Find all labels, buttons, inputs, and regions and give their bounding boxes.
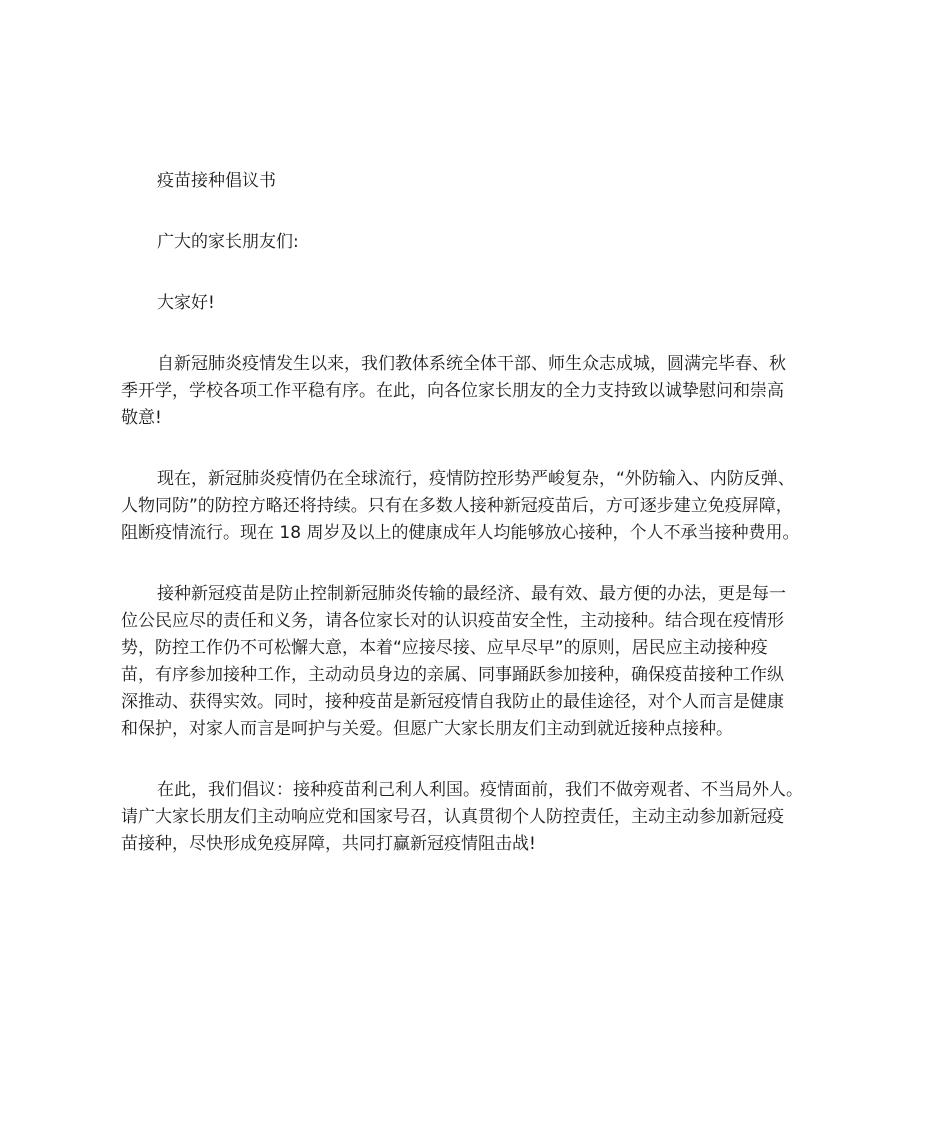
paragraph-line: 自新冠肺炎疫情发生以来，我们教体系统全体干部、师生众志成城，圆满完毕春、秋 [157, 354, 786, 374]
paragraph-line: 苗接种，尽快形成免疫屏障，共同打赢新冠疫情阻击战! [121, 834, 536, 854]
paragraph-line: 阻断疫情流行。现在 18 周岁及以上的健康成年人均能够放心接种，个人不承当接种费用。 [121, 523, 800, 543]
document-body [121, 168, 833, 892]
paragraph-1 [121, 351, 833, 432]
paragraph-line: 势，防控工作仍不可松懈大意，本着“应接尽接、应早尽早”的原则，居民应主动接种疫 [121, 638, 768, 658]
paragraph-line: 在此，我们倡议：接种疫苗利己利人利国。疫情面前，我们不做旁观者、不当局外人。 [157, 780, 803, 800]
paragraph-line: 接种新冠疫苗是防止控制新冠肺炎传输的最经济、最有效、最方便的办法，更是每一 [157, 584, 786, 604]
paragraph-line: 请广大家长朋友们主动响应党和国家号召，认真贯彻个人防控责任，主动主动参加新冠疫 [121, 807, 784, 827]
paragraph-line: 现在，新冠肺炎疫情仍在全球流行，疫情防控形势严峻复杂，“外防输入、内防反弹、 [157, 469, 795, 489]
salutation: 广大的家长朋友们: [157, 232, 299, 252]
paragraph-2 [121, 466, 833, 547]
paragraph-line: 敬意! [121, 408, 162, 428]
paragraph-line: 人物同防”的防控方略还将持续。只有在多数人接种新冠疫苗后，方可逐步建立免疫屏障， [121, 496, 793, 516]
paragraph-line: 和保护，对家人而言是呵护与关爱。但愿广大家长朋友们主动到就近接种点接种。 [121, 719, 733, 739]
paragraph-line: 季开学，学校各项工作平稳有序。在此，向各位家长朋友的全力支持致以诚挚慰问和崇高 [121, 381, 784, 401]
paragraph-4 [121, 777, 833, 858]
paragraph-line: 深推动、获得实效。同时，接种疫苗是新冠疫情自我防止的最佳途径，对个人而言是健康 [121, 692, 784, 712]
greeting: 大家好! [157, 293, 215, 313]
paragraph-3 [121, 581, 833, 743]
paragraph-line: 苗，有序参加接种工作，主动动员身边的亲属、同事踊跃参加接种，确保疫苗接种工作纵 [121, 665, 784, 685]
document-title: 疫苗接种倡议书 [157, 171, 276, 191]
paragraph-line: 位公民应尽的责任和义务，请各位家长对的认识疫苗安全性，主动接种。结合现在疫情形 [121, 611, 784, 631]
